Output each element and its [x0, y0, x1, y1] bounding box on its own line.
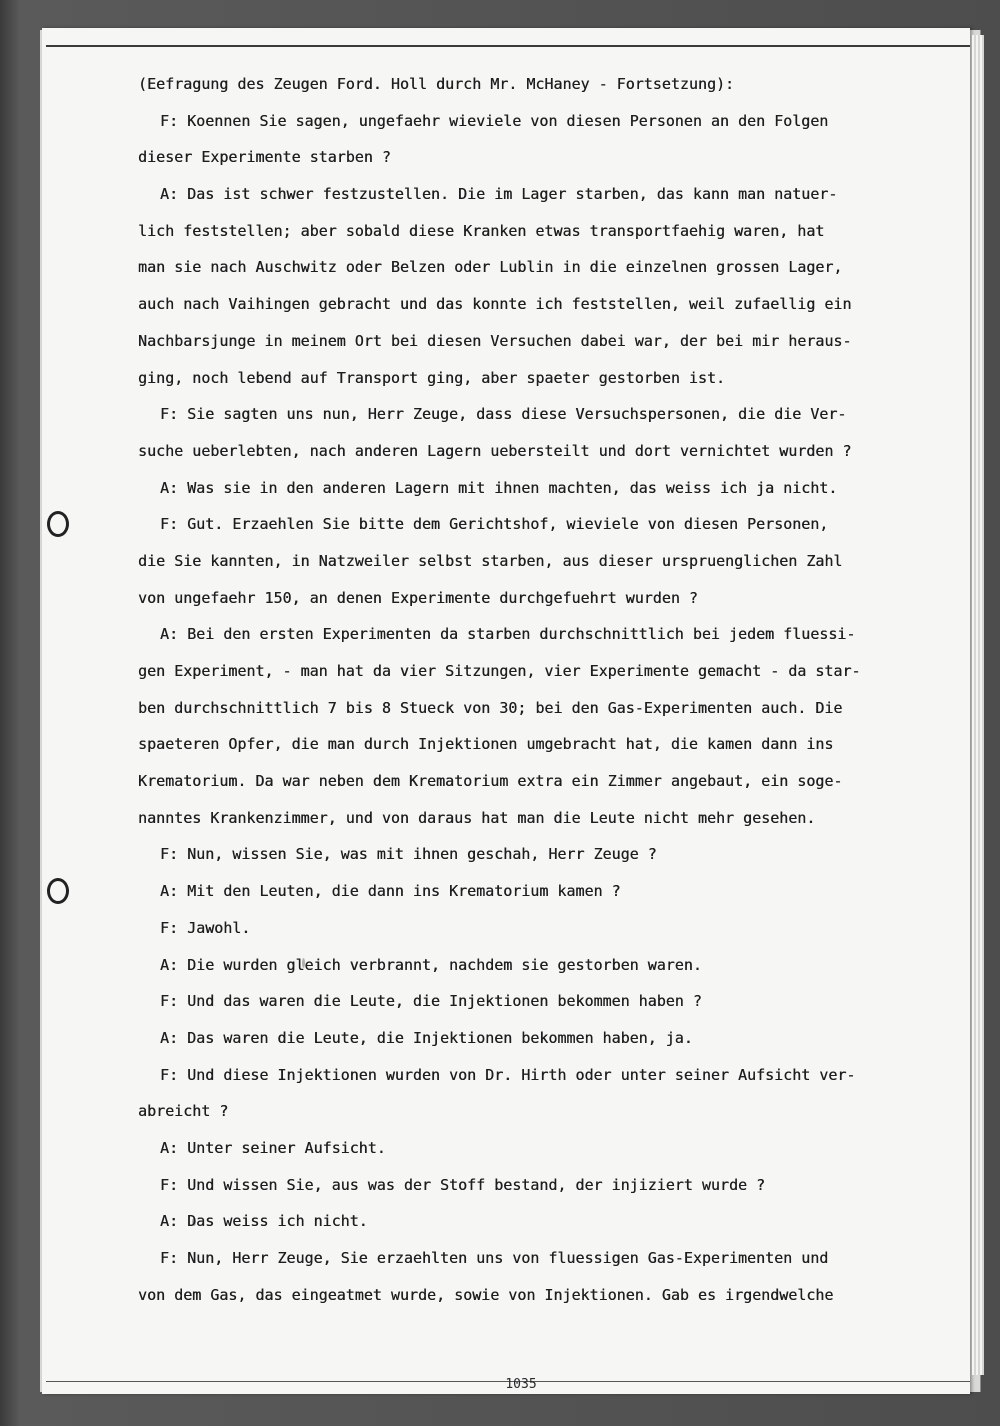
transcript-line: auch nach Vaihingen gebracht und das konnte ich feststellen, weil zufaellig ein	[138, 295, 852, 314]
transcript-line: gen Experiment, - man hat da vier Sitzungen, vier Experimente gemacht - da star-	[138, 662, 861, 680]
transcript-line: Nachbarsjunge in meinem Ort bei diesen Versuchen dabei war, der bei mir heraus-	[138, 331, 852, 350]
transcript-line: abreicht ?	[138, 1102, 229, 1121]
transcript-line: Krematorium. Da war neben dem Krematorium extra ein Zimmer angebaut, ein soge-	[138, 772, 843, 791]
punch-hole-icon	[47, 878, 69, 904]
transcript-line: F: Sie sagten uns nun, Herr Zeuge, dass diese Versuchspersonen, die die Ver-	[160, 405, 847, 424]
punch-hole-icon	[47, 511, 69, 537]
transcript-line: lich feststellen; aber sobald diese Kranken etwas transportfaehig waren, hat	[138, 221, 825, 240]
transcript-line: F: Und wissen Sie, aus was der Stoff bestand, der injiziert wurde ?	[160, 1175, 766, 1194]
transcript-line: A: Mit den Leuten, die dann ins Krematorium kamen ?	[160, 882, 621, 901]
transcript-line: man sie nach Auschwitz oder Belzen oder Lublin in die einzelnen grossen Lager,	[138, 258, 843, 277]
transcript-line: ben durchschnittlich 7 bis 8 Stueck von 30; bei den Gas-Experimenten auch. Die	[138, 698, 843, 717]
transcript-line: (Eefragung des Zeugen Ford. Holl durch Mr. McHaney - Fortsetzung):	[138, 75, 735, 93]
transcript-line: die Sie kannten, in Natzweiler selbst starben, aus dieser urspruenglichen Zahl	[138, 551, 843, 570]
transcript-line: ging, noch lebend auf Transport ging, aber spaeter gestorben ist.	[138, 368, 725, 387]
top-rule	[46, 45, 970, 47]
transcript-line: dieser Experimente starben ?	[138, 148, 391, 167]
transcript-line: nanntes Krankenzimmer, und von daraus hat man die Leute nicht mehr gesehen.	[138, 808, 816, 827]
transcript-line: von ungefaehr 150, an denen Experimente durchgefuehrt wurden ?	[138, 588, 698, 607]
transcript-line: A: Bei den ersten Experimenten da starben durchschnittlich bei jedem fluessi-	[160, 625, 856, 644]
transcript-body	[138, 72, 938, 1319]
transcript-line: spaeteren Opfer, die man durch Injektionen umgebracht hat, die kamen dann ins	[138, 735, 834, 754]
transcript-line: A: Das ist schwer festzustellen. Die im Lager starben, das kann man natuer-	[160, 185, 838, 204]
document-page	[42, 28, 970, 1394]
page-number: 1035	[505, 1377, 537, 1392]
transcript-line: F: Und das waren die Leute, die Injektionen bekommen haben ?	[160, 992, 702, 1011]
page-stack-edge	[972, 35, 984, 1375]
transcript-line: F: Nun, Herr Zeuge, Sie erzaehlten uns von fluessigen Gas-Experimenten und	[160, 1249, 829, 1267]
transcript-line: F: Und diese Injektionen wurden von Dr. Hirth oder unter seiner Aufsicht ver-	[160, 1065, 856, 1084]
transcript-line: A: Das waren die Leute, die Injektionen bekommen haben, ja.	[160, 1028, 693, 1047]
transcript-line: von dem Gas, das eingeatmet wurde, sowie von Injektionen. Gab es irgendwelche	[138, 1285, 834, 1304]
transcript-line: F: Gut. Erzaehlen Sie bitte dem Gerichtshof, wieviele von diesen Personen,	[160, 515, 829, 534]
transcript-line: suche ueberlebten, nach anderen Lagern uebersteilt und dort vernichtet wurden ?	[138, 441, 852, 460]
transcript-line: F: Jawohl.	[160, 918, 251, 937]
transcript-line: F: Koennen Sie sagen, ungefaehr wieviele von diesen Personen an den Folgen	[160, 111, 829, 130]
transcript-line: F: Nun, wissen Sie, was mit ihnen geschah, Herr Zeuge ?	[160, 845, 657, 864]
transcript-line: A: Das weiss ich nicht.	[160, 1212, 368, 1231]
transcript-line: A: Was sie in den anderen Lagern mit ihnen machten, das weiss ich ja nicht.	[160, 478, 838, 497]
transcript-line: A: Die wurden gleich verbrannt, nachdem sie gestorben waren.	[160, 955, 702, 974]
transcript-line: A: Unter seiner Aufsicht.	[160, 1138, 386, 1157]
